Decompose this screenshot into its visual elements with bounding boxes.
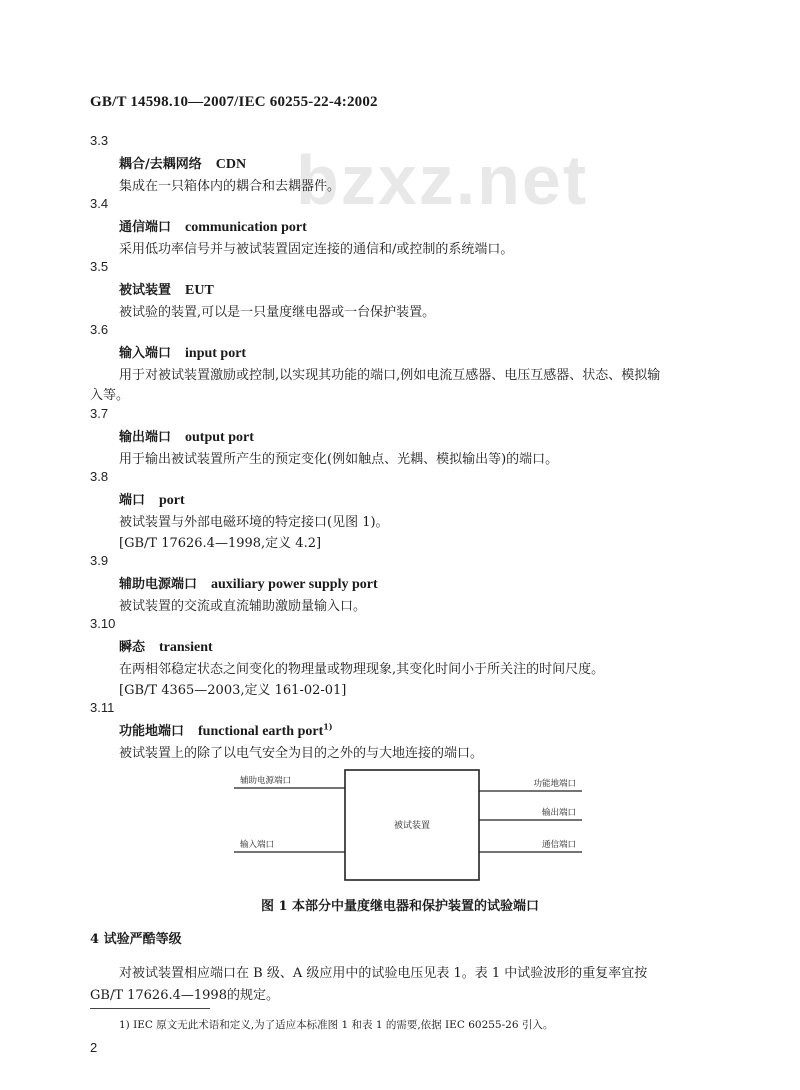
term-definition: 用于输出被试装置所产生的预定变化(例如触点、光耦、模拟输出等)的端口。 [119, 452, 559, 467]
term-en: functional earth port [198, 724, 324, 739]
input-port-label: 输入端口 [240, 840, 275, 850]
clause-number: 3.10 [90, 616, 116, 631]
standard-header: GB/T 14598.10—2007/IEC 60255-22-4:2002 [90, 94, 378, 110]
eut-label: 被试装置 [393, 821, 431, 831]
clause-number: 3.6 [90, 322, 109, 337]
term-cn: 输出端口 [119, 430, 172, 445]
clause-number: 3.8 [90, 469, 109, 484]
term-title [119, 489, 185, 509]
clause-number: 3.7 [90, 406, 109, 421]
clause-number: 3.4 [90, 196, 109, 211]
aux-power-port-label: 辅助电源端口 [240, 776, 292, 786]
term-definition: 采用低功率信号并与被试装置固定连接的通信和/或控制的系统端口。 [119, 242, 514, 257]
footnote-separator [90, 1008, 210, 1009]
term-cn: 端口 [119, 493, 146, 508]
term-title [119, 216, 307, 236]
section-paragraph-line: 对被试装置相应端口在 B 级、A 级应用中的试验电压见表 1。表 1 中试验波形的重复率宜按 [119, 966, 648, 981]
term-title [119, 342, 246, 362]
term-definition: 集成在一只箱体内的耦合和去耦器件。 [119, 179, 341, 194]
footnote-marker: 1) [323, 721, 333, 732]
term-title [119, 720, 333, 740]
term-cn: 输入端口 [119, 346, 172, 361]
term-en: EUT [185, 283, 214, 298]
term-title [119, 279, 214, 299]
footnote: 1) IEC 原文无此术语和定义,为了适应本标准图 1 和表 1 的需要,依据 IEC 60255-26 引入。 [119, 1019, 554, 1031]
figure-caption: 图 1 本部分中量度继电器和保护装置的试验端口 [260, 899, 540, 914]
term-title [119, 573, 378, 593]
term-definition-continued: 入等。 [90, 388, 130, 403]
term-en: input port [185, 346, 247, 361]
term-reference: [GB/T 17626.4—1998,定义 4.2] [119, 536, 322, 551]
term-en: transient [159, 640, 213, 655]
term-cn: 耦合/去耦网络 [119, 157, 202, 172]
clause-number: 3.3 [90, 133, 109, 148]
watermark: bzxz.net [296, 141, 589, 219]
term-title [119, 636, 213, 656]
term-en: CDN [215, 157, 247, 172]
clause-number: 3.9 [90, 553, 109, 568]
term-definition: 用于对被试装置激励或控制,以实现其功能的端口,例如电流互感器、电压互感器、状态、模拟输 [119, 368, 661, 383]
term-definition: 被试装置的交流或直流辅助激励量输入口。 [119, 599, 367, 614]
term-en: output port [185, 430, 254, 445]
term-reference: [GB/T 4365—2003,定义 161-02-01] [119, 683, 347, 698]
section-heading: 4 试验严酷等级 [90, 932, 182, 947]
term-cn: 瞬态 [119, 640, 146, 655]
figure-1-diagram [228, 768, 590, 884]
term-cn: 通信端口 [119, 220, 172, 235]
term-en: port [159, 493, 185, 508]
term-title [119, 153, 246, 173]
output-port-label: 输出端口 [541, 808, 576, 818]
term-title [119, 426, 254, 446]
term-en: auxiliary power supply port [211, 577, 378, 592]
section-paragraph-line: GB/T 17626.4—1998的规定。 [90, 988, 279, 1003]
term-definition: 被试装置上的除了以电气安全为目的之外的与大地连接的端口。 [119, 746, 484, 761]
term-cn: 功能地端口 [119, 724, 185, 739]
term-definition: 被试验的装置,可以是一只量度继电器或一台保护装置。 [119, 305, 436, 320]
clause-number: 3.5 [90, 259, 109, 274]
term-en: communication port [185, 220, 307, 235]
term-definition: 在两相邻稳定状态之间变化的物理量或物理现象,其变化时间小于所关注的时间尺度。 [119, 662, 605, 677]
term-definition: 被试装置与外部电磁环境的特定接口(见图 1)。 [119, 515, 389, 530]
term-cn: 被试装置 [119, 283, 172, 298]
communication-port-label: 通信端口 [541, 840, 576, 850]
functional-earth-port-label: 功能地端口 [533, 779, 576, 789]
clause-number: 3.11 [90, 700, 115, 715]
term-cn: 辅助电源端口 [119, 577, 198, 592]
page-number: 2 [90, 1040, 98, 1055]
